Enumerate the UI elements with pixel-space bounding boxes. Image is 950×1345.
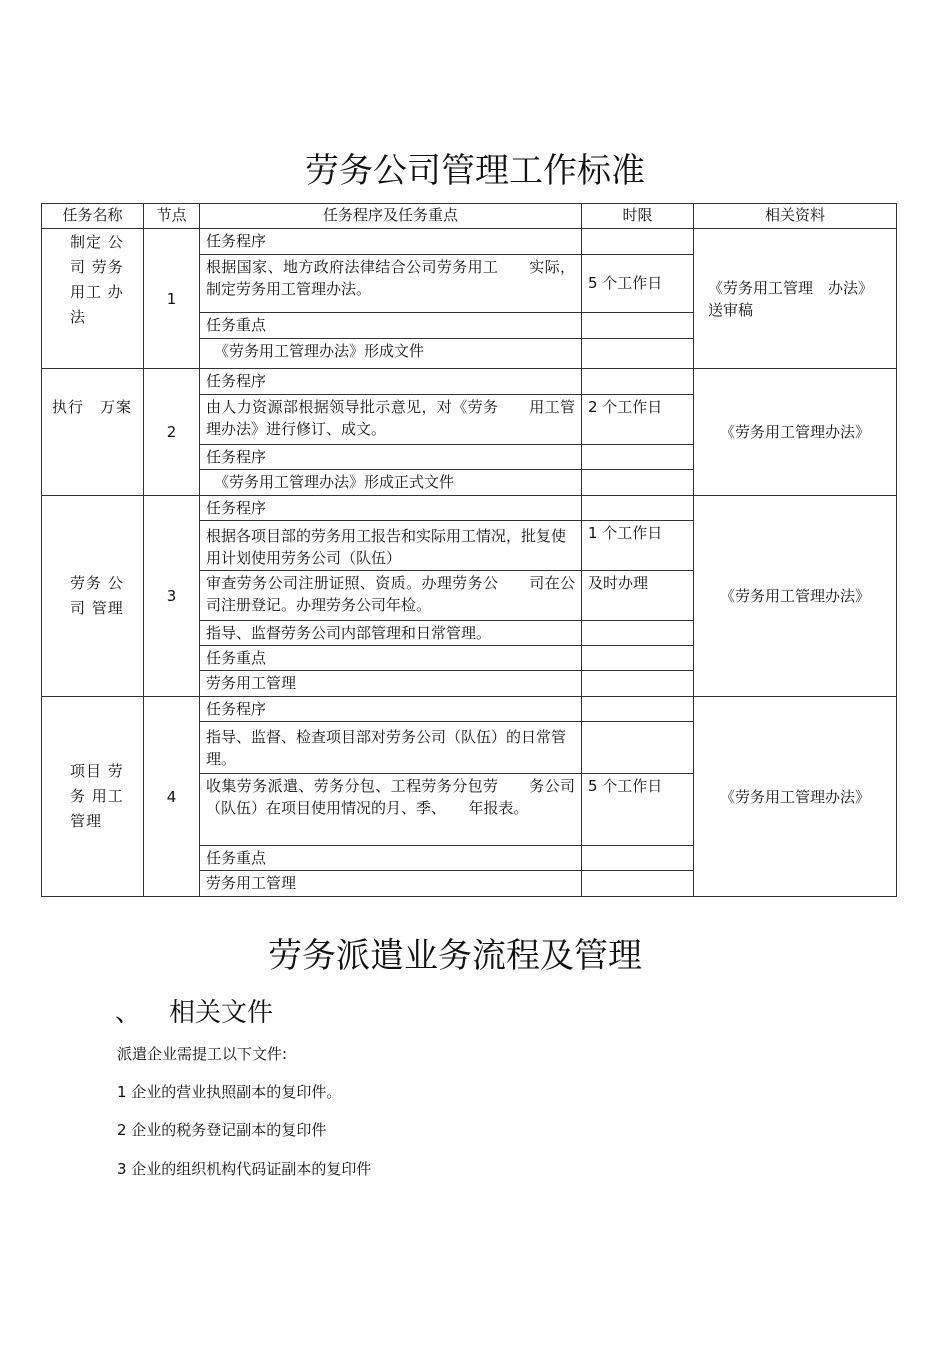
time-cell — [582, 871, 694, 897]
reference-cell: 《劳务用工管理 办法》送审稿 — [694, 229, 897, 369]
time-cell — [582, 646, 694, 671]
time-cell — [582, 369, 694, 395]
procedure-cell: 《劳务用工管理办法》形成正式文件 — [200, 470, 582, 496]
procedure-cell: 任务程序 — [200, 445, 582, 470]
table-header-row — [42, 204, 897, 229]
procedure-cell: 劳务用工管理 — [200, 671, 582, 697]
time-cell — [582, 496, 694, 521]
table-row — [42, 229, 897, 255]
procedure-cell: 收集劳务派遣、劳务分包、工程劳务分包劳 务公司（队伍）在项目使用情况的月、季、 年报表。 — [200, 774, 582, 846]
time-cell — [582, 846, 694, 871]
procedure-cell: 审查劳务公司注册证照、资质。办理劳务公 司在公司注册登记。办理劳务公司年检。 — [200, 571, 582, 621]
node-cell: 2 — [144, 369, 200, 496]
subsection-title: 相关文件 — [169, 998, 274, 1028]
time-cell — [582, 671, 694, 697]
list-item: 1 企业的营业执照副本的复印件。 — [117, 1083, 342, 1101]
list-item: 3 企业的组织机构代码证副本的复印件 — [117, 1160, 372, 1178]
procedure-cell: 任务程序 — [200, 697, 582, 722]
time-cell: 及时办理 — [582, 571, 694, 621]
time-cell — [582, 722, 694, 774]
time-cell: 2 个工作日 — [582, 395, 694, 445]
procedure-cell: 《劳务用工管理办法》形成文件 — [200, 339, 582, 369]
table-row — [42, 369, 897, 395]
header-node: 节点 — [144, 204, 200, 229]
procedure-cell: 任务重点 — [200, 313, 582, 339]
time-cell — [582, 339, 694, 369]
header-procedure: 任务程序及任务重点 — [200, 204, 582, 229]
procedure-cell: 指导、监督劳务公司内部管理和日常管理。 — [200, 621, 582, 646]
task-name-cell: 执行 万案 — [42, 369, 144, 496]
task-name-cell: 制定 公司 劳务用工 办法 — [42, 229, 144, 369]
procedure-cell: 任务程序 — [200, 229, 582, 255]
reference-cell: 《劳务用工管理办法》 — [694, 697, 897, 897]
node-cell: 1 — [144, 229, 200, 369]
paragraph-intro: 派遣企业需提工以下文件: — [117, 1045, 288, 1063]
time-cell — [582, 229, 694, 255]
time-cell — [582, 313, 694, 339]
page-title: 劳务公司管理工作标准 — [305, 151, 645, 191]
procedure-cell: 根据各项目部的劳务用工报告和实际用工情况，批复使用计划使用劳务公司（队伍） — [200, 521, 582, 571]
time-cell: 5 个工作日 — [582, 774, 694, 846]
time-cell — [582, 621, 694, 646]
task-name-cell: 劳务 公司 管理 — [42, 496, 144, 697]
table-row — [42, 697, 897, 722]
section-title: 劳务派遣业务流程及管理 — [268, 936, 642, 976]
procedure-cell: 根据国家、地方政府法律结合公司劳务用工 实际，制定劳务用工管理办法。 — [200, 255, 582, 313]
header-time-limit: 时限 — [582, 204, 694, 229]
time-cell — [582, 697, 694, 722]
time-cell: 1 个工作日 — [582, 521, 694, 571]
header-task-name: 任务名称 — [42, 204, 144, 229]
reference-cell: 《劳务用工管理办法》 — [694, 369, 897, 496]
procedure-cell: 由人力资源部根据领导批示意见，对《劳务 用工管理办法》进行修订、成文。 — [200, 395, 582, 445]
time-cell — [582, 470, 694, 496]
procedure-cell: 劳务用工管理 — [200, 871, 582, 897]
procedure-cell: 任务程序 — [200, 369, 582, 395]
subsection-heading — [115, 992, 273, 1029]
header-reference: 相关资料 — [694, 204, 897, 229]
subsection-number: 、 — [115, 998, 142, 1028]
node-cell: 4 — [144, 697, 200, 897]
procedure-cell: 任务程序 — [200, 496, 582, 521]
task-name-cell: 项目 劳务 用工 管理 — [42, 697, 144, 897]
time-cell — [582, 445, 694, 470]
procedure-cell: 指导、监督、检查项目部对劳务公司（队伍）的日常管理。 — [200, 722, 582, 774]
work-standard-table — [41, 203, 897, 897]
procedure-cell: 任务重点 — [200, 646, 582, 671]
reference-cell: 《劳务用工管理办法》 — [694, 496, 897, 697]
node-cell: 3 — [144, 496, 200, 697]
time-cell: 5 个工作日 — [582, 255, 694, 313]
table-row — [42, 496, 897, 521]
list-item: 2 企业的税务登记副本的复印件 — [117, 1121, 327, 1139]
procedure-cell: 任务重点 — [200, 846, 582, 871]
